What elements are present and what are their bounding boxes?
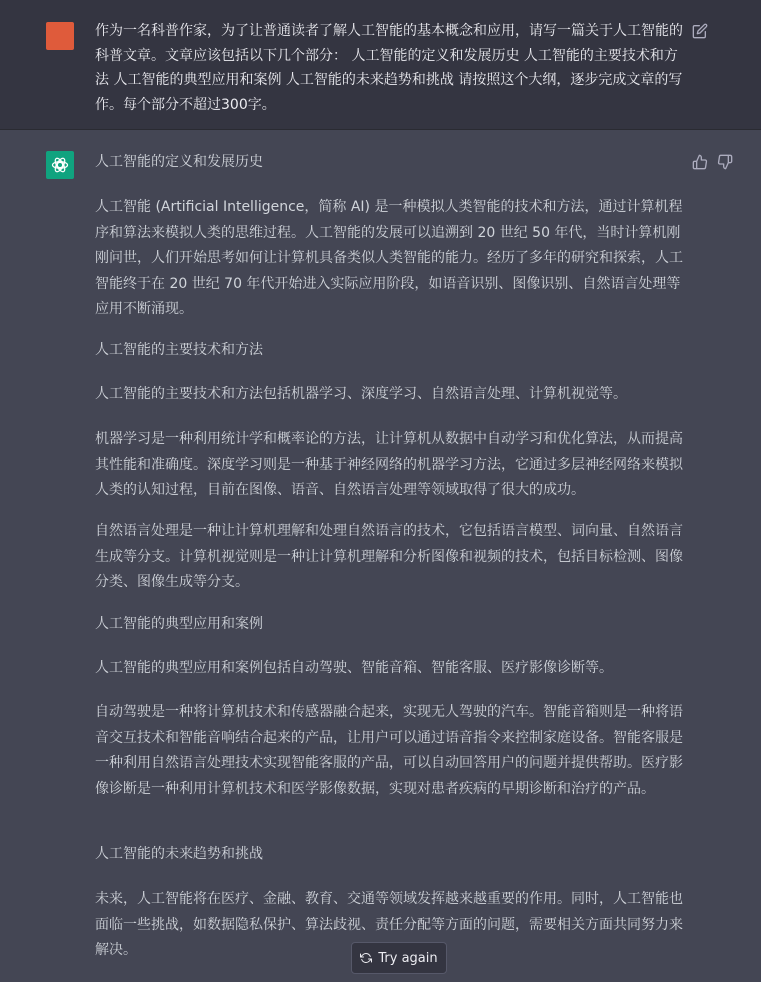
section-heading-future: 人工智能的未来趋势和挑战	[95, 846, 263, 862]
openai-logo-icon	[50, 155, 70, 175]
paragraph-definition: 人工智能 (Artificial Intelligence，简称 AI) 是一种模拟人类智能的技术和方法，通过计算机程序和算法来模拟人类的思维过程。人工智能的发展可以追溯到 20 世纪 50 年代，当时计算机刚刚问世，人们开始思考如何让计算机具备类似人类智能的能力。经历了多年的研究和探索，人工智能终于在 20 世纪 70 年代开始进入实际应用阶段，如语音识别、图像识别、自然语言处理等应用不断涌现。	[95, 199, 683, 317]
section-heading-applications: 人工智能的典型应用和案例	[95, 616, 263, 632]
section-heading-techniques: 人工智能的主要技术和方法	[95, 342, 263, 358]
thumbs-up-icon[interactable]	[692, 154, 708, 170]
try-again-label: Try again	[378, 950, 438, 966]
edit-icon[interactable]	[692, 23, 708, 39]
paragraph-machine-learning: 机器学习是一种利用统计学和概率论的方法，让计算机从数据中自动学习和优化算法，从而提高其性能和准确度。深度学习则是一种基于神经网络的机器学习方法，它通过多层神经网络来模拟人类的认知过程，目前在图像、语音、自然语言处理等领域取得了很大的成功。	[95, 431, 683, 498]
user-avatar	[46, 22, 74, 50]
paragraph-future: 未来，人工智能将在医疗、金融、教育、交通等领域发挥越来越重要的作用。同时，人工智能也面临一些挑战，如数据隐私保护、算法歧视、责任分配等方面的问题，需要相关方面共同努力来解决。	[95, 891, 683, 958]
paragraph-techniques-intro: 人工智能的主要技术和方法包括机器学习、深度学习、自然语言处理、计算机视觉等。	[95, 386, 627, 402]
paragraph-applications-detail: 自动驾驶是一种将计算机技术和传感器融合起来，实现无人驾驶的汽车。智能音箱则是一种将语音交互技术和智能音响结合起来的产品，让用户可以通过语音指令来控制家庭设备。智能客服是一种利用自然语言处理技术实现智能客服的产品，可以自动回答用户的问题并提供帮助。医疗影像诊断是一种利用计算机技术和医学影像数据，实现对患者疾病的早期诊断和治疗的产品。	[95, 704, 683, 797]
refresh-icon	[360, 952, 372, 964]
paragraph-applications-intro: 人工智能的典型应用和案例包括自动驾驶、智能音箱、智能客服、医疗影像诊断等。	[95, 660, 613, 676]
assistant-message-row	[0, 130, 761, 982]
thumbs-down-icon[interactable]	[717, 154, 733, 170]
paragraph-nlp-cv: 自然语言处理是一种让计算机理解和处理自然语言的技术，它包括语言模型、词向量、自然语言生成等分支。计算机视觉则是一种让计算机理解和分析图像和视频的技术，包括目标检测、图像分类、图像生成等分支。	[95, 523, 683, 590]
section-heading-definition: 人工智能的定义和发展历史	[95, 154, 263, 170]
assistant-avatar	[46, 151, 74, 179]
try-again-button[interactable]	[351, 942, 447, 974]
user-message-row	[0, 0, 761, 130]
user-message-text: 作为一名科普作家，为了让普通读者了解人工智能的基本概念和应用，请写一篇关于人工智能的科普文章。文章应该包括以下几个部分： 人工智能的定义和发展历史 人工智能的主要技术和方法 人工智能的典型应用和案例 人工智能的未来趋势和挑战 请按照这个大纲，逐步完成文章的写作。每个部分不超过300字。	[95, 23, 683, 113]
